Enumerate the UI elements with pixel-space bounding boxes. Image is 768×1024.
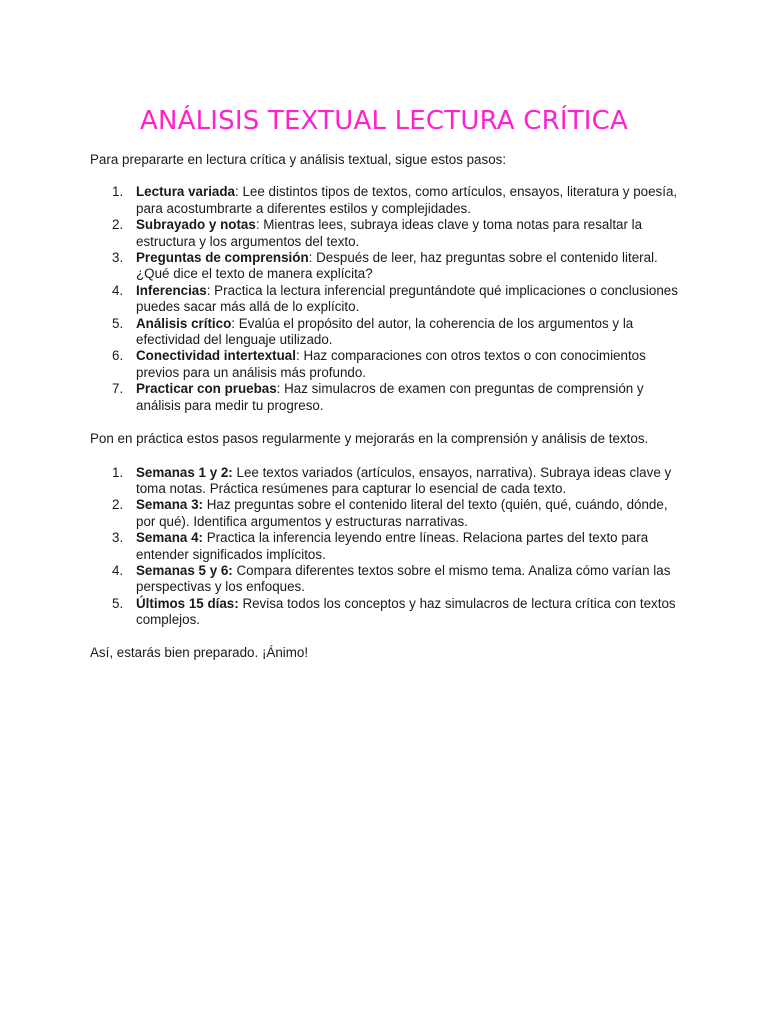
list-number: 5.	[112, 315, 124, 331]
list-item	[90, 283, 690, 316]
step-term: Inferencias	[136, 282, 207, 298]
list-number: 5.	[112, 595, 124, 611]
steps-list	[90, 184, 690, 414]
list-item	[90, 465, 690, 498]
schedule-term: Últimos 15 días:	[136, 595, 239, 611]
step-text: Practica la lectura inferencial preguntándote qué implicaciones o conclusiones puedes sacar más allá de lo explícito.	[136, 282, 678, 315]
schedule-list	[90, 465, 690, 629]
schedule-term: Semana 4:	[136, 530, 203, 546]
list-number: 3.	[112, 530, 124, 546]
step-separator: :	[276, 381, 285, 397]
step-separator: :	[206, 282, 215, 298]
step-term: Practicar con pruebas	[136, 381, 277, 397]
list-item	[90, 381, 690, 414]
schedule-text: Lee textos variados (artículos, ensayos, narrativa). Subraya ideas clave y toma notas. Práctica resúmenes para capturar lo esencial de cada texto.	[136, 464, 672, 496]
step-separator: :	[235, 184, 243, 200]
list-item	[90, 348, 690, 381]
list-number: 4.	[112, 562, 124, 578]
closing-paragraph: Así, estarás bien preparado. ¡Ánimo!	[90, 644, 309, 660]
step-text: Después de leer, haz preguntas sobre el contenido literal. ¿Qué dice el texto de manera explícita?	[136, 250, 658, 282]
step-term: Análisis crítico	[136, 315, 232, 331]
step-separator: :	[295, 348, 304, 364]
schedule-term: Semanas 5 y 6:	[136, 562, 233, 578]
list-item	[90, 530, 690, 563]
middle-paragraph: Pon en práctica estos pasos regularmente y mejorarás en la comprensión y análisis de textos.	[90, 431, 649, 447]
list-item	[90, 250, 690, 283]
list-number: 4.	[112, 282, 124, 298]
list-item	[90, 217, 690, 250]
step-separator: :	[308, 250, 317, 266]
step-term: Conectividad intertextual	[136, 348, 296, 364]
step-text: Haz simulacros de examen con preguntas de comprensión y análisis para medir tu progreso.	[136, 381, 644, 413]
list-item	[90, 596, 690, 629]
step-text: Evalúa el propósito del autor, la coherencia de los argumentos y la efectividad del lenguaje utilizado.	[136, 315, 634, 348]
list-item	[90, 316, 690, 349]
schedule-text: Revisa todos los conceptos y haz simulacros de lectura crítica con textos complejos.	[136, 595, 676, 628]
step-text: Haz comparaciones con otros textos o con conocimientos previos para un análisis más profundo.	[136, 348, 646, 380]
intro-paragraph: Para prepararte en lectura crítica y análisis textual, sigue estos pasos:	[90, 152, 507, 167]
step-term: Subrayado y notas	[136, 217, 256, 233]
list-number: 1.	[112, 464, 124, 480]
list-number: 1.	[112, 184, 124, 200]
schedule-term: Semanas 1 y 2:	[136, 464, 233, 480]
list-item	[90, 497, 690, 530]
step-term: Preguntas de comprensión	[136, 250, 309, 266]
step-term: Lectura variada	[136, 184, 235, 200]
list-number: 2.	[112, 497, 124, 513]
schedule-text: Haz preguntas sobre el contenido literal del texto (quién, qué, cuándo, dónde, por qué). Identifica argumentos y estructuras narrativas.	[136, 497, 668, 529]
list-number: 2.	[112, 217, 124, 233]
list-item	[90, 184, 690, 217]
list-number: 7.	[112, 381, 124, 397]
step-separator: :	[255, 217, 264, 233]
schedule-term: Semana 3:	[136, 497, 203, 513]
list-number: 6.	[112, 348, 124, 364]
step-text: Mientras lees, subraya ideas clave y toma notas para resaltar la estructura y los argumentos del texto.	[136, 217, 643, 249]
schedule-text: Practica la inferencia leyendo entre líneas. Relaciona partes del texto para entender significados implícitos.	[136, 530, 649, 562]
list-number: 3.	[112, 250, 124, 266]
list-item	[90, 563, 690, 596]
step-text: Lee distintos tipos de textos, como artículos, ensayos, literatura y poesía, para acostumbrarte a diferentes estilos y complejidades.	[136, 184, 678, 216]
step-separator: :	[231, 315, 239, 331]
schedule-text: Compara diferentes textos sobre el mismo tema. Analiza cómo varían las perspectivas y los enfoques.	[136, 562, 671, 595]
page-title: ANÁLISIS TEXTUAL LECTURA CRÍTICA	[139, 106, 629, 136]
document-body	[90, 152, 690, 661]
